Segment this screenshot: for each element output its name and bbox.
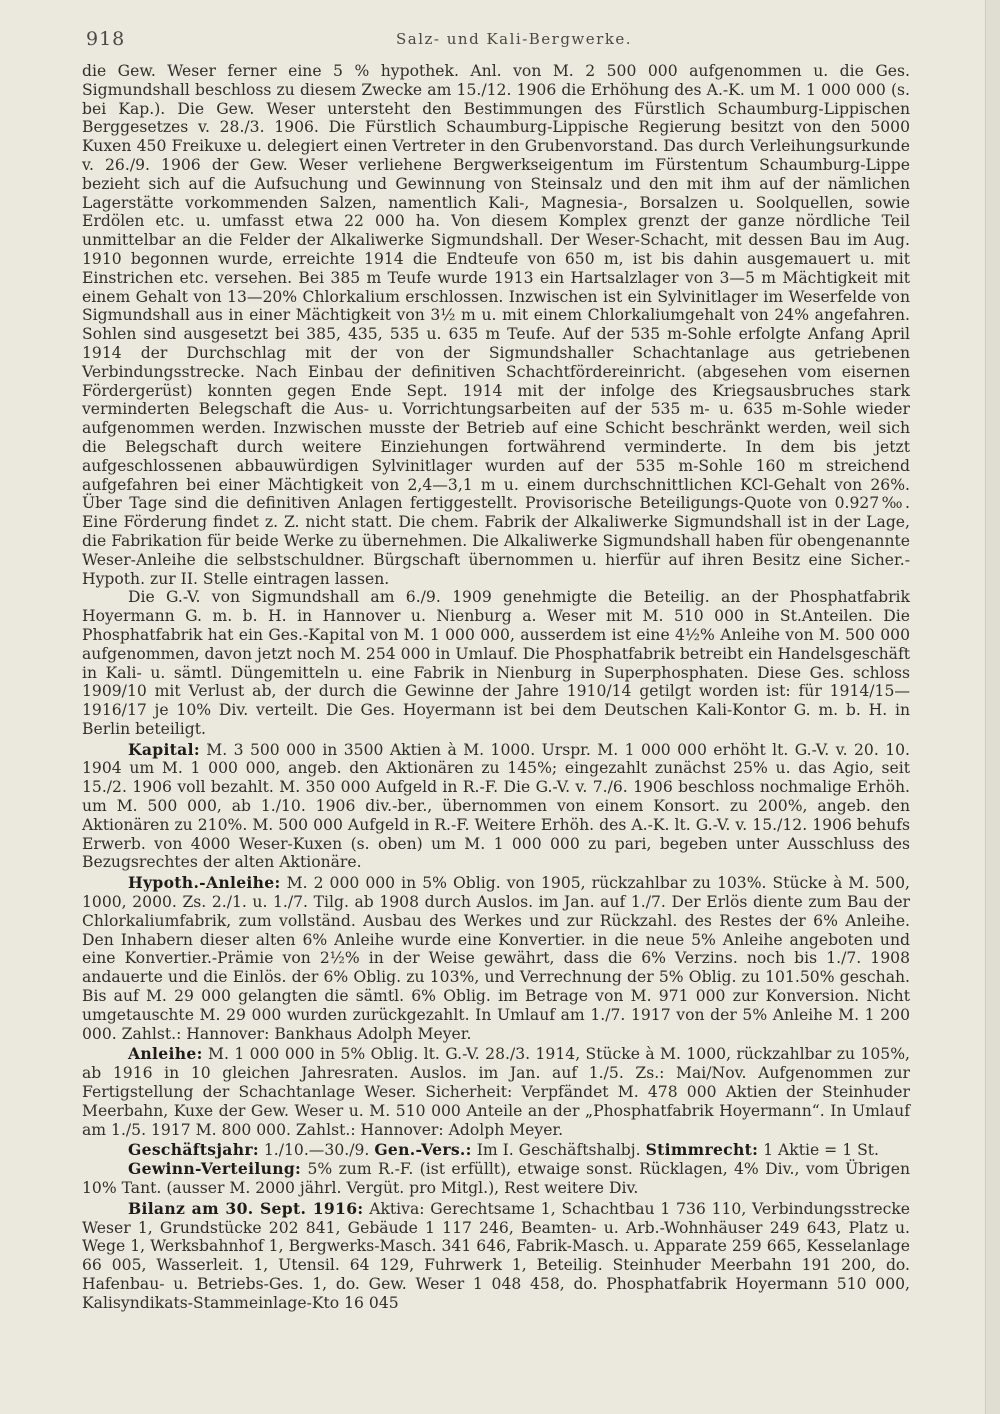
paragraph-hoyermann: Die G.-V. von Sigmundshall am 6./9. 1909 genehmigte die Beteilig. an der Phosphatfabrik Hoyermann G. m. b. H. in Hannover u. Nienburg a. Weser mit M. 510 000 in St.Anteilen. Die Phosphatfabrik hat ein Ges.-Kapital von M. 1 000 000, ausserdem ist eine 4½% Anleihe von M. 500 000 aufgenommen, davon jetzt noch M. 254 000 in Umlauf. Die Phosphatfabrik betreibt ein Handelsgeschäft in Kali- u. sämtl. Düngemitteln u. eine Fabrik in Nienburg in Superphosphaten. Diese Ges. schloss 1909/10 mit Verlust ab, der durch die Gewinne der Jahre 1910/14 getilgt worden ist: für 1914/15—1916/17 je 10% Div. verteilt. Die Ges. Hoyermann ist bei dem Deutschen Kali-Kontor G. m. b. H. in Berlin beteiligt. xyxy=(82,588,910,738)
facing-page-edge xyxy=(985,0,1000,1414)
gewinn-text: 5% zum R.-F. (ist erfüllt), etwaige sonst. Rücklagen, 4% Div., vom Übrigen 10% Tant. (ausser M. 2000 jährl. Vergüt. pro Mitgl.), Rest weitere Div. xyxy=(82,1160,910,1198)
section-anleihe xyxy=(82,1045,910,1139)
bilanz-label: Bilanz am 30. Sept. 1916: xyxy=(128,1198,364,1218)
stimm-text: 1 Aktie = 1 St. xyxy=(763,1141,879,1160)
section-geschaeftsjahr xyxy=(82,1141,910,1160)
gv-text: Im I. Geschäftshalbj. xyxy=(476,1141,641,1160)
section-bilanz xyxy=(82,1200,910,1313)
paragraph-weser: die Gew. Weser ferner eine 5 % hypothek. Anl. von M. 2 500 000 aufgenommen u. die Ges. Sigmundshall beschloss zu diesem Zwecke am 15./12. 1906 die Erhöhung des A.-K. um M. 1 000 000 (s. bei Kap.). Die Gew. Weser untersteht den Bestimmungen des Fürstlich Schaumburg-Lippischen Berggesetzes v. 28./3. 1906. Die Fürstlich Schaumburg-Lippische Regierung besitzt von den 5000 Kuxen 450 Freikuxe u. delegiert einen Vertreter in den Grubenvorstand. Das durch Verleihungsurkunde v. 26./9. 1906 der Gew. Weser verliehene Bergwerkseigentum im Fürstentum Schaumburg-Lippe bezieht sich auf die Aufsuchung und Gewinnung von Steinsalz und den mit ihm auf der nämlichen Lagerstätte vorkommenden Salzen, namentlich Kali-, Magnesia-, Borsalzen u. Soolquellen, sowie Erdölen etc. u. umfasst etwa 22 000 ha. Von diesem Komplex grenzt der ganze nördliche Teil unmittelbar an die Felder der Alkaliwerke Sigmundshall. Der Weser-Schacht, mit dessen Bau im Aug. 1910 begonnen wurde, erreichte 1914 die Endteufe von 650 m, ist bis dahin ausgemauert u. mit Einstrichen etc. versehen. Bei 385 m Teufe wurde 1913 ein Hartsalzlager von 3—5 m Mächtigkeit mit einem Gehalt von 13—20% Chlorkalium erschlossen. Inzwischen ist ein Sylvinitlager im Weserfelde von Sigmundshall aus in einer Mächtigkeit von 3½ m u. mit einem Chlorkaliumgehalt von 24% angefahren. Sohlen sind ausgesetzt bei 385, 435, 535 u. 635 m Teufe. Auf der 535 m-Sohle erfolgte Anfang April 1914 der Durchschlag mit der von der Sigmundshaller Schachtanlage aus getriebenen Verbindungsstrecke. Nach Einbau der definitiven Schachtfördereinricht. (abgesehen vom eisernen Fördergerüst) konnten gegen Ende Sept. 1914 mit der infolge des Kriegsausbruches stark verminderten Belegschaft die Aus- u. Vorrichtungsarbeiten auf der 535 m- u. 635 m-Sohle wieder aufgenommen werden. Inzwischen musste der Betrieb auf eine Schicht beschränkt werden, weil sich die Belegschaft durch weitere Einziehungen fortwährend verminderte. In dem bis jetzt aufgeschlossenen abbauwürdigen Sylvinitlager wurden auf der 535 m-Sohle 160 m streichend aufgefahren bei einer Mächtigkeit von 2,4—3,1 m u. einem durchschnittlichen KCl-Gehalt von 26%. Über Tage sind die definitiven Anlagen fertiggestellt. Provisorische Beteiligungs-Quote von 0.927‰. Eine Förderung findet z. Z. nicht statt. Die chem. Fabrik der Alkaliwerke Sigmundshall ist in der Lage, die Fabrikation für beide Werke zu übernehmen. Die Alkaliwerke Sigmundshall haben für obengenannte Weser-Anleihe die selbstschuldner. Bürgschaft übernommen u. hierfür auf ihren Besitz eine Sicher.-Hypoth. zur II. Stelle eintragen lassen. xyxy=(82,62,910,588)
hypoth-label: Hypoth.-Anleihe: xyxy=(128,873,281,893)
section-kapital xyxy=(82,741,910,873)
section-gewinn xyxy=(82,1160,910,1198)
gewinn-label: Gewinn-Verteilung: xyxy=(128,1159,302,1179)
bilanz-text: Aktiva: Gerechtsame 1, Schachtbau 1 736 110, Verbindungsstrecke Weser 1, Grundstücke 202 841, Gebäude 1 117 246, Beamten- u. Arb.-Wohnhäuser 249 643, Platz u. Wege 1, Werksbahnhof 1, Bergwerks-Masch. 341 646, Fabrik-Masch. u. Apparate 259 665, Kesselanlage 66 005, Wasserleit. 1, Utensil. 64 129, Fuhrwerk 1, Beteilig. Steinhuder Meerbahn 191 200, do. Hafenbau- u. Betriebs-Ges. 1, do. Gew. Weser 1 048 458, do. Phosphatfabrik Hoyermann 510 000, Kalisyndikats-Stammeinlage-Kto 16 045 xyxy=(82,1199,910,1312)
running-title: Salz- und Kali-Bergwerke. xyxy=(396,30,633,48)
document-body xyxy=(82,62,910,1313)
anleihe-text: M. 1 000 000 in 5% Oblig. lt. G.-V. 28./3. 1914, Stücke à M. 1000, rückzahlbar zu 105%, ab 1916 in 10 gleichen Jahresraten. Auslos. im Jan. auf 1./5. Zs.: Mai/Nov. Aufgenommen zur Fertigstellung der Schachtanlage Weser. Sicherheit: Verpfändet M. 478 000 Aktien der Steinhuder Meerbahn, Kuxe der Gew. Weser u. M. 510 000 Anteile an der „Phosphatfabrik Hoyermann“. In Umlauf am 1./5. 1917 M. 800 000. Zahlst.: Hannover: Adolph Meyer. xyxy=(82,1045,910,1139)
stimm-label: Stimmrecht: xyxy=(645,1140,759,1160)
page-number: 918 xyxy=(86,28,126,50)
gj-text: 1./10.—30./9. xyxy=(263,1141,370,1160)
kapital-label: Kapital: xyxy=(128,739,200,759)
section-hypoth-anleihe xyxy=(82,874,910,1043)
gv-label: Gen.-Vers.: xyxy=(374,1140,472,1160)
hypoth-text: M. 2 000 000 in 5% Oblig. von 1905, rückzahlbar zu 103%. Stücke à M. 500, 1000, 2000. Zs. 2./1. u. 1./7. Tilg. ab 1908 durch Auslos. im Jan. auf 1./7. Der Erlös diente zum Bau der Chlorkaliumfabrik, zum vollständ. Ausbau des Werkes und zur Rückzahl. des Restes der 6% Anleihe. Den Inhabern dieser alten 6% Anleihe wurde eine Konvertier. in die neue 5% Anleihe angeboten und eine Konvertier.-Prämie von 2½% in der Weise gewährt, dass die 6% Verzins. noch bis 1./7. 1908 andauerte und die Einlös. der 6% Oblig. zu 103%, und Verrechnung der 5% Oblig. zu 101.50% geschah. Bis auf M. 29 000 gelangten die sämtl. 6% Oblig. im Betrage von M. 971 000 zur Konversion. Nicht umgetauschte M. 29 000 wurden zurückgezahlt. In Umlauf am 1./7. 1917 von der 5% Anleihe M. 1 200 000. Zahlst.: Hannover: Bankhaus Adolph Meyer. xyxy=(82,874,910,1043)
gj-label: Geschäftsjahr: xyxy=(128,1140,259,1160)
page-header xyxy=(86,28,916,56)
kapital-text: M. 3 500 000 in 3500 Aktien à M. 1000. Urspr. M. 1 000 000 erhöht lt. G.-V. v. 20. 10. 1904 um M. 1 000 000, angeb. den Aktionären zu 145%; eingezahlt zunächst 25% u. das Agio, seit 15./2. 1906 voll bezahlt. M. 350 000 Aufgeld in R.-F. Die G.-V. v. 7./6. 1906 beschloss nochmalige Erhöh. um M. 500 000, ab 1./10. 1906 div.-ber., übernommen von einem Konsort. zu 200%, angeb. den Aktionären zu 210%. M. 500 000 Aufgeld in R.-F. Weitere Erhöh. des A.-K. lt. G.-V. v. 15./12. 1906 behufs Erwerb. von 4000 Weser-Kuxen (s. oben) um M. 1 000 000 zu pari, begeben unter Ausschluss des Bezugsrechtes der alten Aktionäre. xyxy=(82,740,910,872)
anleihe-label: Anleihe: xyxy=(128,1044,203,1064)
